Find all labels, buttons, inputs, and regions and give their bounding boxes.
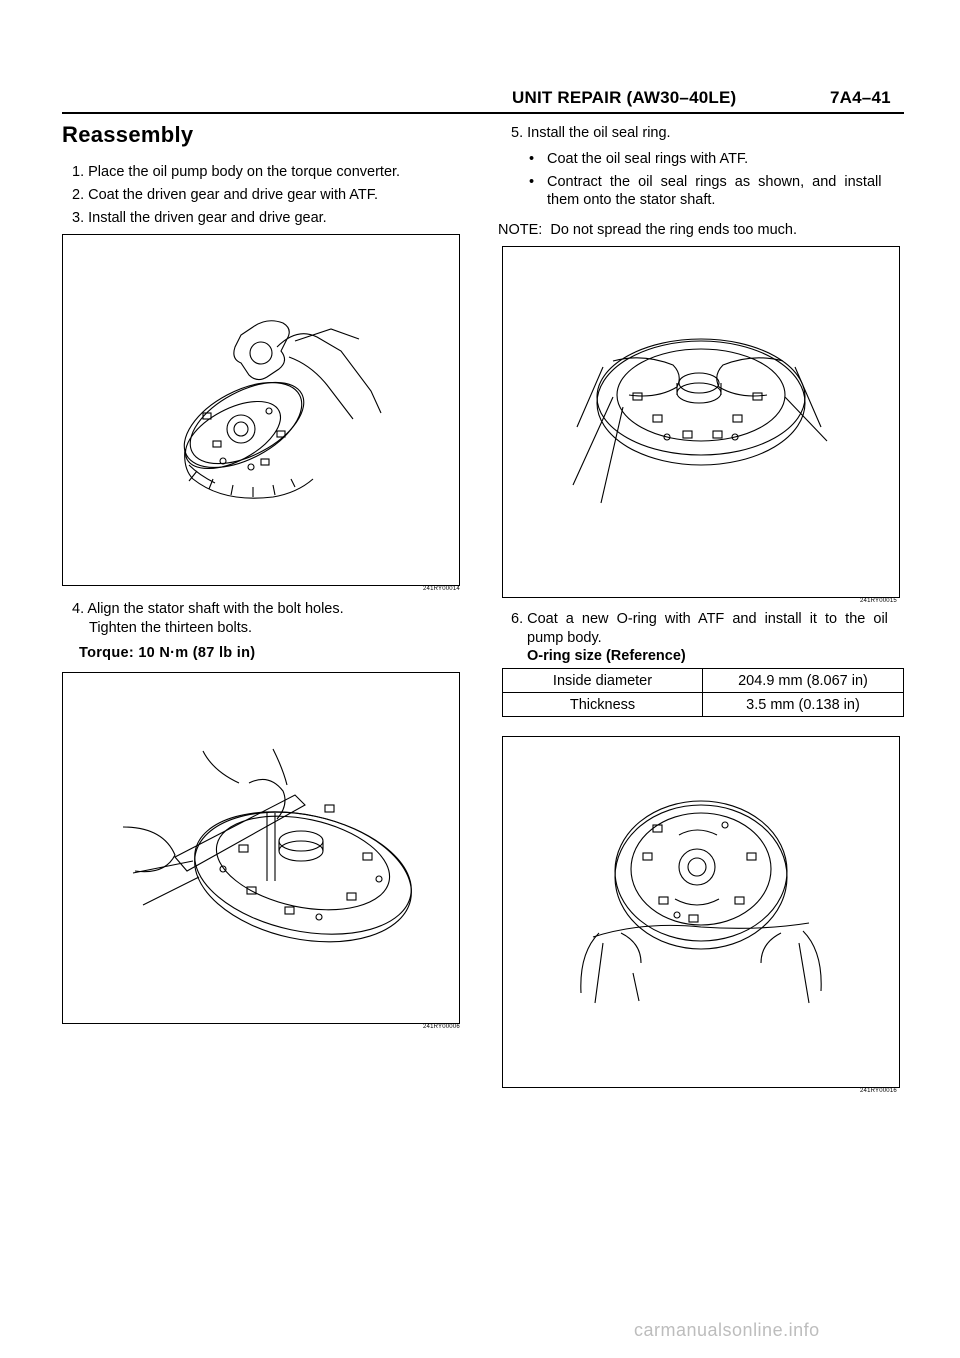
header-rule	[62, 112, 904, 114]
figure-2-id: 241RY00006	[423, 1024, 460, 1030]
step-4-detail: Tighten the thirteen bolts.	[89, 620, 253, 636]
torque-spec: Torque: 10 N·m (87 lb in)	[79, 645, 256, 661]
step-3: 3. Install the driven gear and drive gear.	[72, 210, 327, 226]
table-cell-label: Thickness	[503, 693, 703, 717]
table-cell-value: 204.9 mm (8.067 in)	[703, 669, 904, 693]
table-cell-value: 3.5 mm (0.138 in)	[703, 693, 904, 717]
step-4: 4. Align the stator shaft with the bolt holes.	[72, 601, 344, 617]
oring-size-table	[502, 668, 904, 717]
figure-oil-seal-rings	[502, 246, 900, 598]
table-caption: O-ring size (Reference)	[527, 648, 686, 664]
step-6-cont: pump body.	[527, 630, 602, 646]
figure-install-gears	[62, 234, 460, 586]
illustration-torque-wrench	[63, 673, 459, 1023]
illustration-seal-rings	[503, 247, 899, 597]
step-5: 5. Install the oil seal ring.	[511, 125, 671, 141]
figure-install-oring	[502, 736, 900, 1088]
note: NOTE: Do not spread the ring ends too much.	[498, 222, 798, 238]
step-1: 1. Place the oil pump body on the torque converter.	[72, 164, 401, 180]
figure-3-id: 241RY00015	[860, 598, 897, 604]
table-row	[503, 669, 904, 693]
table-row	[503, 693, 904, 717]
step-5-bullet-1: Coat the oil seal rings with ATF.	[547, 151, 749, 167]
figure-4-id: 241RY00016	[860, 1088, 897, 1094]
bullet-dot-2: •	[529, 174, 535, 190]
figure-tighten-bolts	[62, 672, 460, 1024]
bullet-dot-1: •	[529, 151, 535, 167]
page-title: Reassembly	[62, 122, 194, 147]
page-number: 7A4–41	[830, 88, 891, 107]
watermark: carmanualsonline.info	[634, 1320, 820, 1340]
illustration-gear-install	[63, 235, 459, 585]
step-6: 6. Coat a new O-ring with ATF and install it to the oil	[511, 611, 888, 627]
figure-1-id: 241RY00014	[423, 586, 460, 592]
illustration-oring-install	[503, 737, 899, 1087]
step-2: 2. Coat the driven gear and drive gear with ATF.	[72, 187, 379, 203]
step-5-bullet-2: Contract the oil seal rings as shown, and install	[547, 174, 882, 190]
table-cell-label: Inside diameter	[503, 669, 703, 693]
section-title: UNIT REPAIR (AW30–40LE)	[512, 88, 737, 107]
step-5-bullet-2-cont: them onto the stator shaft.	[547, 192, 716, 208]
